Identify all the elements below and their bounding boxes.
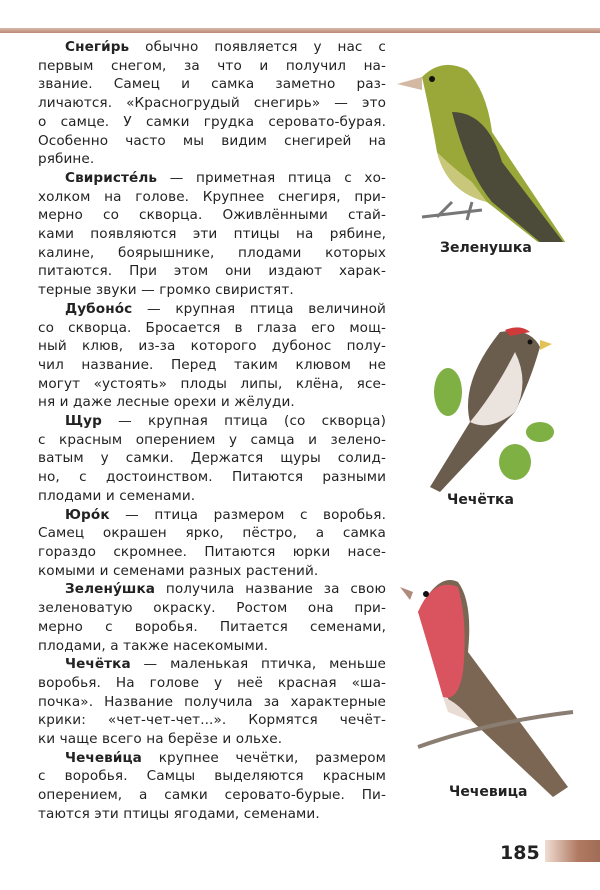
page-number-bar [545,840,600,862]
text-line [38,337,386,356]
line-text: — маленькая птичка, меньше [130,656,386,673]
line-text: звание. Самец и самка заметно раз- [38,76,386,93]
bird-term: Чечётка [65,656,131,673]
line-text: таются эти птицы ягодами, семенами. [38,805,320,822]
line-text: получила название за свою [155,581,386,598]
caption-greenfinch: Зеленушка [440,240,532,256]
text-line [38,319,386,338]
text-line [38,75,386,94]
line-text: о самце. У самки грудка серовато-бурая. [38,113,386,130]
header-rule [0,28,600,33]
text-line [38,693,386,712]
line-text: ня и даже лесные орехи и жёлуди. [38,394,295,411]
line-text: плодами, а также насекомыми. [38,637,269,654]
text-line [38,805,386,824]
line-text: мерно со скворца. Оживлёнными стай- [38,207,386,224]
text-line [38,580,386,599]
caption-rosefinch: Чечевица [449,784,528,800]
line-text: питаются. При этом они издают харак- [38,263,386,280]
line-text: терные звуки — громко свиристят. [38,282,294,299]
line-text: калине, боярышнике, плодами которых [38,244,386,261]
rosefinch-illustration [398,572,583,802]
line-text: Самец окрашен ярко, пёстро, а самка [38,525,386,542]
line-text: могут «устоять» плоды липы, клёна, ясе- [38,375,386,392]
line-text: чил название. Перед таким клювом не [38,356,386,373]
text-line [38,225,386,244]
text-line [38,506,386,525]
bird-term: Свиристе́ль [65,169,158,186]
text-line [38,711,386,730]
line-text: гораздо скромнее. Питаются юрки насе- [38,543,386,560]
text-line [38,431,386,450]
bird-term: Юро́к [65,506,110,523]
line-text: оперением, а самки серовато-бурые. Пи- [38,787,386,804]
line-text: — крупная птица величиной [132,300,386,317]
text-line [38,300,386,319]
line-text: с воробья. Самцы выделяются красным [38,768,386,785]
line-text: ный клюв, из-за которого дубонос полу- [38,338,386,355]
line-text: но, с достоинством. Питаются разными [38,469,386,486]
text-line [38,543,386,562]
text-line [38,94,386,113]
text-line [38,113,386,132]
page-number: 185 [500,842,540,864]
text-line [38,449,386,468]
text-line [38,281,386,300]
line-text: зеленоватую окраску. Ростом она при- [38,600,386,617]
line-text: ками появляются эти птицы на рябине, [38,226,386,243]
line-text: — крупная птица (со скворца) [101,413,386,430]
text-line [38,562,386,581]
text-line [38,262,386,281]
caption-redpoll: Чечётка [447,492,514,508]
text-line [38,244,386,263]
line-text: обычно появляется у нас с [129,39,386,55]
greenfinch-illustration [392,52,592,242]
line-text: почка». Название получила за характерные [38,693,386,710]
redpoll-illustration [400,322,560,497]
text-line [38,674,386,693]
text-line [38,132,386,151]
line-text: холком на голове. Крупнее снегиря, при- [38,188,386,205]
text-line [38,206,386,225]
text-line [38,57,386,76]
bird-term: Снеги́рь [65,39,130,55]
line-text: личаются. «Красногрудый снегирь» — это [38,95,386,112]
bird-term: Зелену́шка [65,581,156,598]
line-text: — птица размером с воробья. [109,506,386,523]
line-text: плодами и семенами. [38,487,196,504]
text-line [38,188,386,207]
text-line [38,393,386,412]
line-text: комыми и семенами разных растений. [38,562,319,579]
text-line [38,599,386,618]
text-line [38,786,386,805]
text-line [38,749,386,768]
line-text: — приметная птица с хо- [157,169,386,186]
bird-term: Чечеви́ца [65,749,142,766]
article-text [38,38,386,824]
text-line [38,767,386,786]
line-text: воробья. На голове у неё красная «ша- [38,674,386,691]
line-text: со скворца. Бросается в глаза его мощ- [38,319,386,336]
text-line [38,730,386,749]
line-text: с красным оперением у самца и зелено- [38,431,386,448]
text-line [38,618,386,637]
text-line [38,412,386,431]
text-line [38,487,386,506]
text-line [38,524,386,543]
line-text: ватым у самки. Держатся щуры солид- [38,450,386,467]
text-line [38,468,386,487]
line-text: Особенно часто мы видим снегирей на [38,132,386,149]
line-text: первым снегом, за что и получил на- [38,57,386,74]
line-text: крики: «чет-чет-чет...». Кормятся чечёт- [38,712,386,729]
text-line [38,356,386,375]
text-line [38,655,386,674]
bird-term: Щур [65,413,102,430]
line-text: мерно с воробья. Питается семенами, [38,618,386,635]
line-text: ки чаще всего на берёзе и ольхе. [38,731,283,748]
text-line [38,150,386,169]
text-line [38,637,386,656]
text-line [38,38,386,57]
bird-term: Дубоно́с [65,300,133,317]
text-line [38,375,386,394]
text-line [38,169,386,188]
line-text: крупнее чечётки, размером [141,749,386,766]
line-text: рябине. [38,151,95,168]
